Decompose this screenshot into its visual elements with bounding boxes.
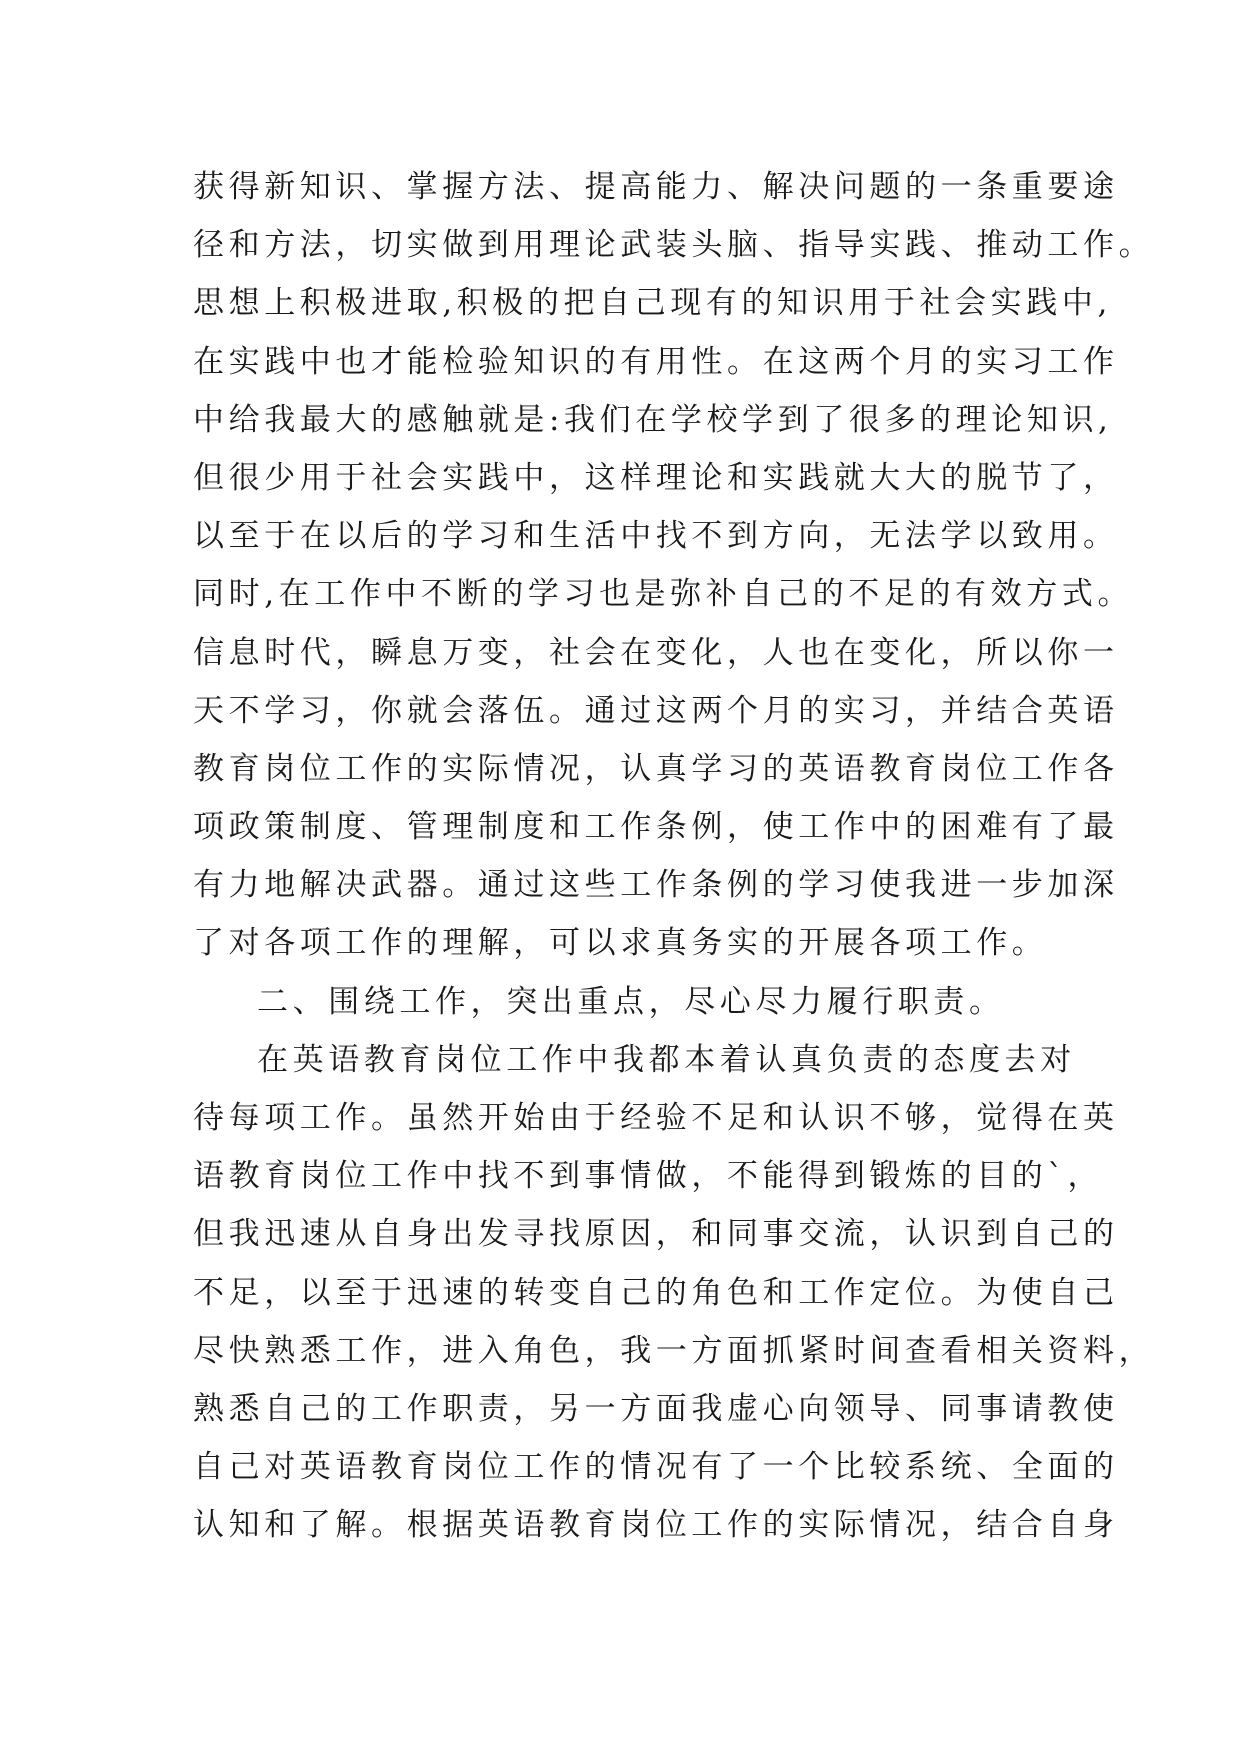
text-line-5: 中给我最大的感触就是:我们在学校学到了很多的理论知识,	[193, 401, 1113, 438]
text-line-16: 在英语教育岗位工作中我都本着认真负责的态度去对	[257, 1041, 1076, 1078]
body-text	[193, 158, 1155, 1555]
text-line-10: 天不学习，你就会落伍。通过这两个月的实习，并结合英语	[193, 692, 1119, 729]
text-line-24: 认知和了解。根据英语教育岗位工作的实际情况，结合自身	[193, 1507, 1119, 1544]
text-line-18: 语教育岗位工作中找不到事情做，不能得到锻炼的目的`，	[193, 1158, 1104, 1195]
text-line-11: 教育岗位工作的实际情况，认真学习的英语教育岗位工作各	[193, 750, 1119, 787]
text-line-13: 有力地解决武器。通过这些工作条例的学习使我进一步加深	[193, 867, 1119, 904]
text-line-21: 尽快熟悉工作，进入角色，我一方面抓紧时间查看相关资料，	[193, 1332, 1155, 1369]
text-line-7: 以至于在以后的学习和生活中找不到方向，无法学以致用。	[193, 518, 1119, 555]
text-line-4: 在实践中也才能检验知识的有用性。在这两个月的实习工作	[193, 343, 1119, 380]
text-line-14: 了对各项工作的理解，可以求真务实的开展各项工作。	[193, 925, 1048, 962]
text-line-22: 熟悉自己的工作职责，另一方面我虚心向领导、同事请教使	[193, 1390, 1119, 1427]
text-line-17: 待每项工作。虽然开始由于经验不足和认识不够，觉得在英	[193, 1100, 1119, 1136]
text-line-6: 但很少用于社会实践中，这样理论和实践就大大的脱节了，	[193, 459, 1119, 496]
text-line-3: 思想上积极进取,积极的把自己现有的知识用于社会实践中,	[193, 285, 1112, 322]
text-line-9: 信息时代，瞬息万变，社会在变化，人也在变化，所以你一	[193, 634, 1119, 671]
text-line-20: 不足，以至于迅速的转变自己的角色和工作定位。为使自己	[193, 1274, 1119, 1311]
text-line-1: 获得新知识、掌握方法、提高能力、解决问题的一条重要途	[193, 169, 1119, 205]
text-line-8: 同时,在工作中不断的学习也是弥补自己的不足的有效方式。	[193, 576, 1134, 613]
text-line-19: 但我迅速从自身出发寻找原因，和同事交流，认识到自己的	[193, 1216, 1119, 1253]
text-line-12: 项政策制度、管理制度和工作条例，使工作中的困难有了最	[193, 809, 1119, 846]
text-line-2: 径和方法，切实做到用理论武装头脑、指导实践、推动工作。	[193, 227, 1155, 264]
text-line-23: 自己对英语教育岗位工作的情况有了一个比较系统、全面的	[193, 1449, 1119, 1486]
section-heading: 二、围绕工作，突出重点，尽心尽力履行职责。	[257, 983, 1005, 1020]
